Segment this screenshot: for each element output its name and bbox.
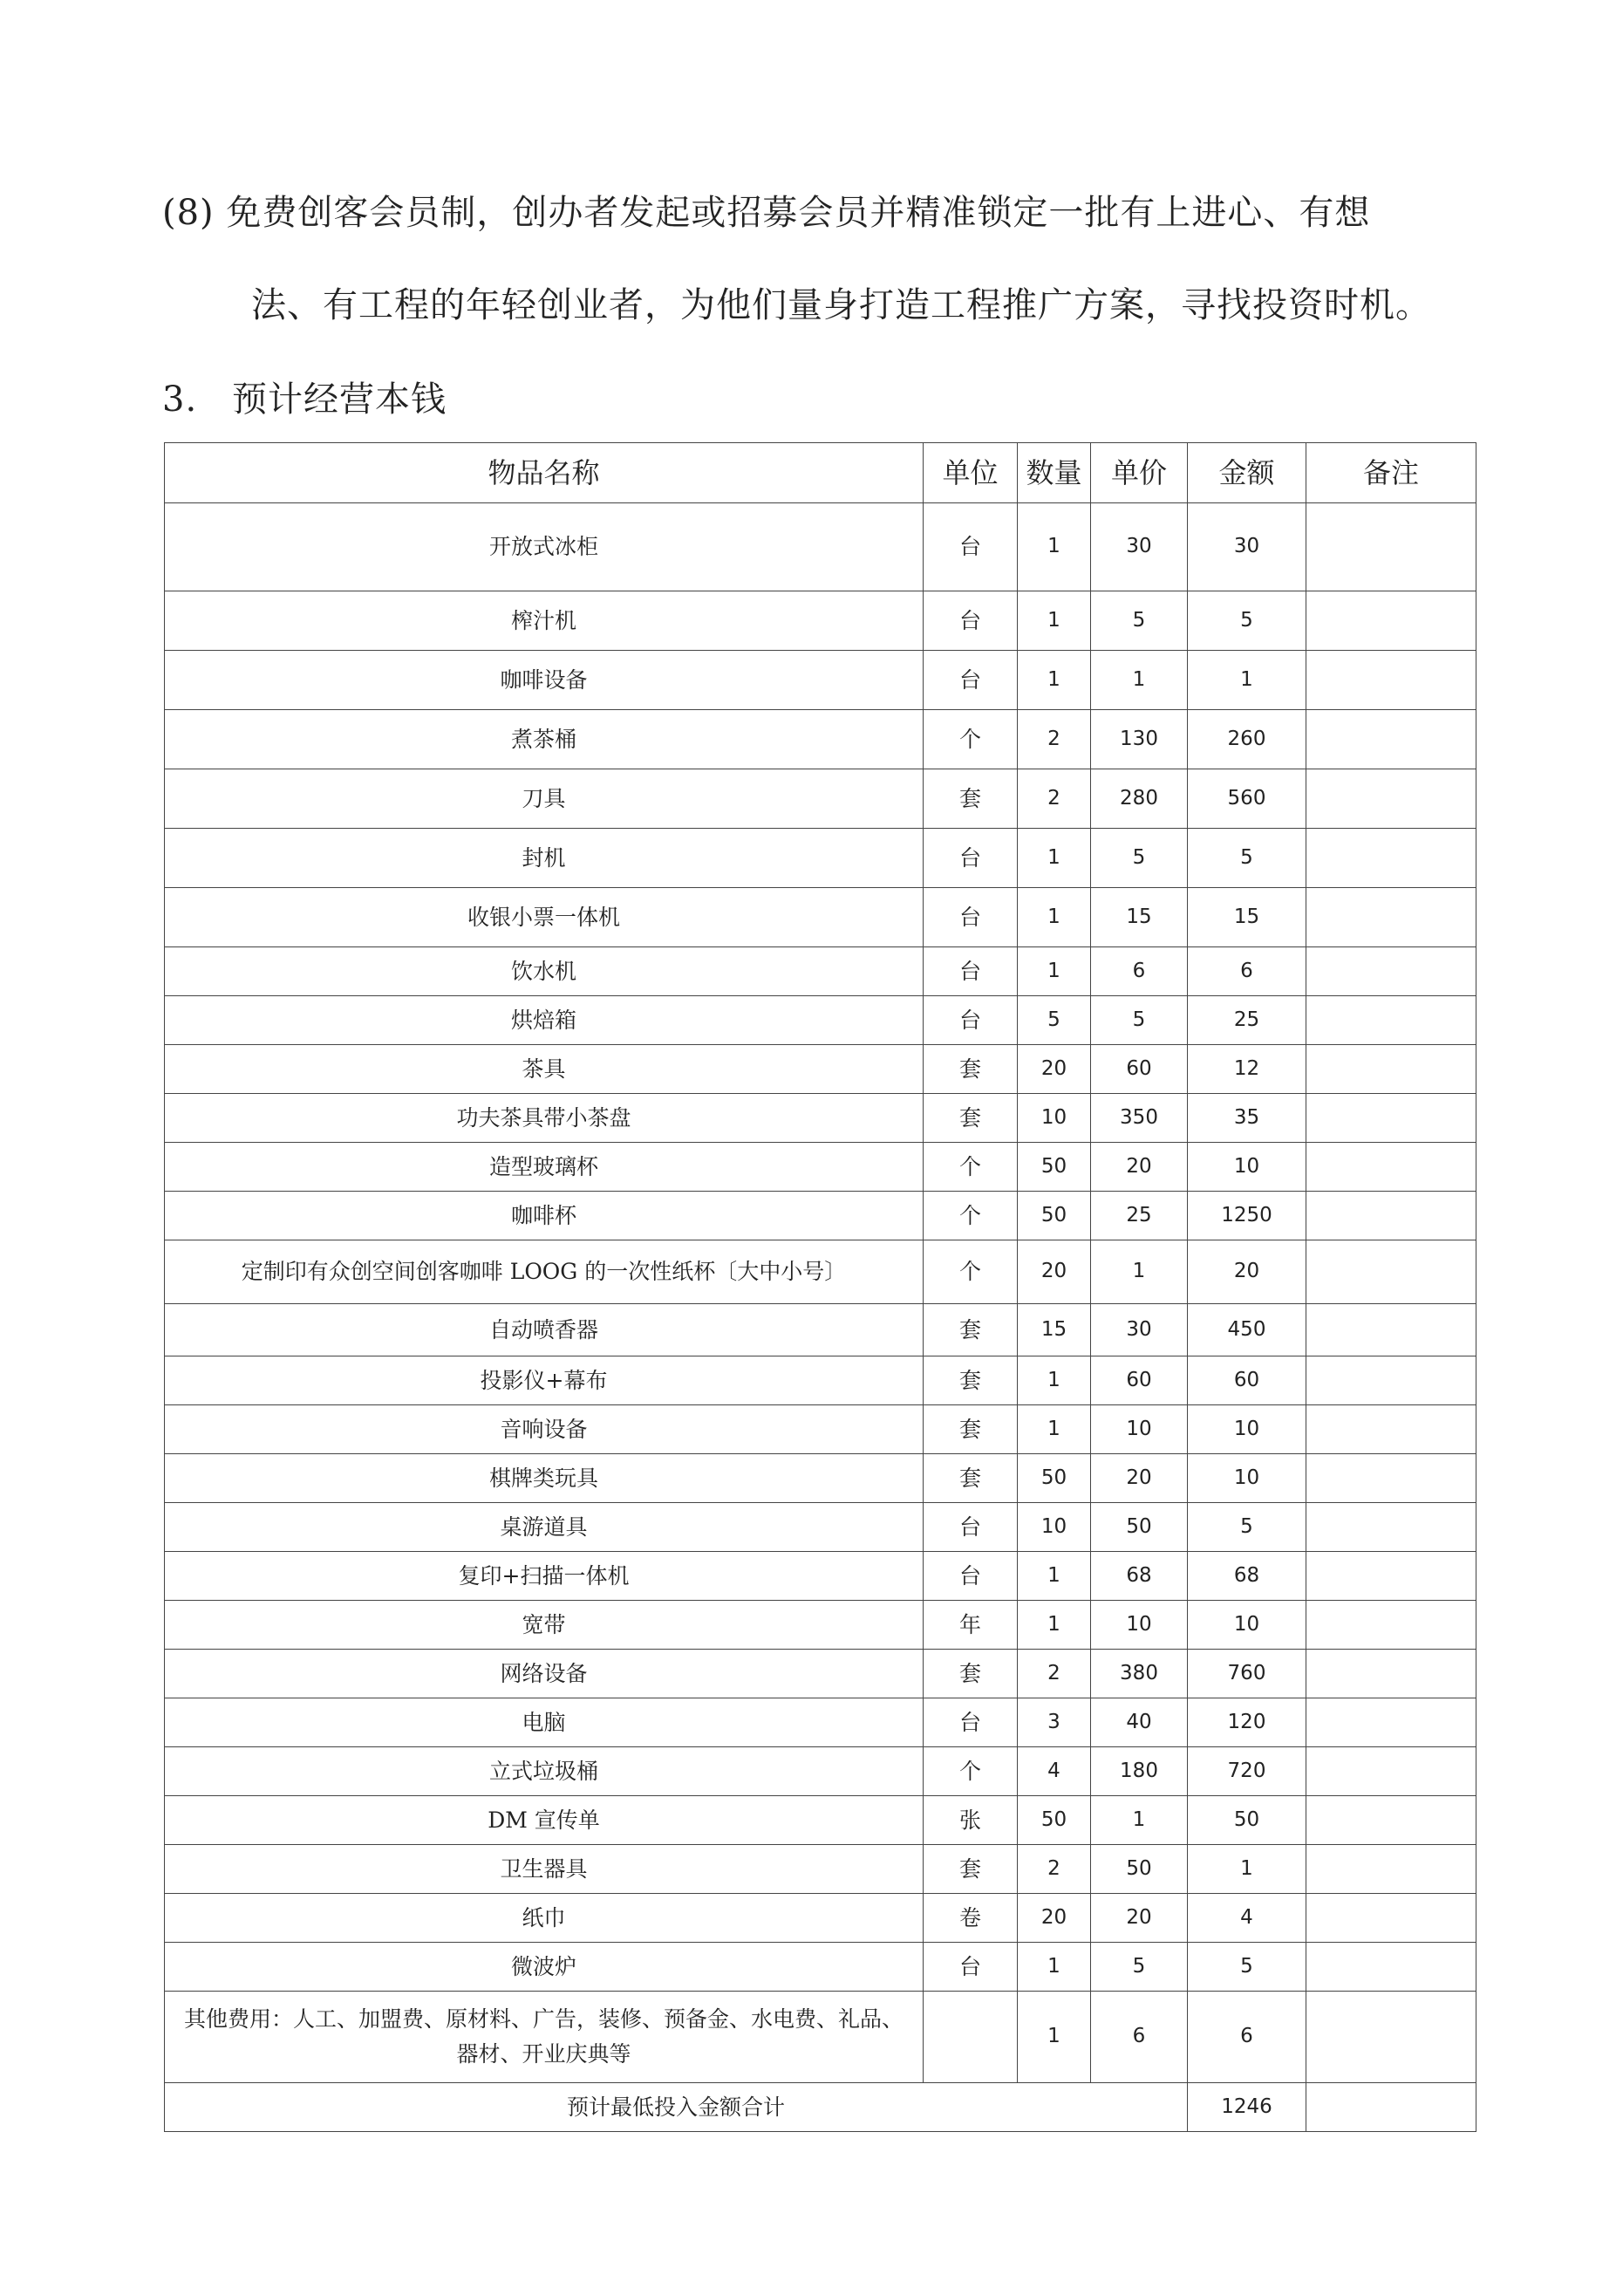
- item-name-cell: 烘焙箱: [165, 996, 924, 1045]
- column-header-amount: 金额: [1188, 443, 1306, 503]
- item-name-cell: 榨汁机: [165, 591, 924, 651]
- item-price-cell: 5: [1091, 591, 1188, 651]
- column-header-quantity: 数量: [1018, 443, 1091, 503]
- item-quantity-cell: 50: [1018, 1796, 1091, 1845]
- table-row: [165, 1045, 1476, 1094]
- item-amount-cell: 450: [1188, 1304, 1306, 1356]
- item-quantity-cell: 2: [1018, 1650, 1091, 1698]
- item-amount-cell: 120: [1188, 1698, 1306, 1747]
- item-quantity-cell: 1: [1018, 888, 1091, 947]
- table-row: [165, 1845, 1476, 1894]
- item-quantity-cell: 1: [1018, 651, 1091, 710]
- item-price-cell: 20: [1091, 1894, 1188, 1943]
- item-unit-cell: 套: [924, 1304, 1018, 1356]
- item-note-cell: [1306, 1045, 1476, 1094]
- item-note-cell: [1306, 1747, 1476, 1796]
- item-unit-cell: 台: [924, 829, 1018, 888]
- item-quantity-cell: 50: [1018, 1454, 1091, 1503]
- item-unit-cell: 年: [924, 1601, 1018, 1650]
- item-note-cell: [1306, 1894, 1476, 1943]
- table-row: [165, 829, 1476, 888]
- column-header-price: 单价: [1091, 443, 1188, 503]
- item-note-cell: [1306, 1601, 1476, 1650]
- item-price-cell: 1: [1091, 651, 1188, 710]
- item-unit-cell: 套: [924, 1454, 1018, 1503]
- item-note-cell: [1306, 769, 1476, 829]
- table-row: [165, 1405, 1476, 1454]
- item-unit-cell: 个: [924, 1192, 1018, 1240]
- item-unit-cell: 个: [924, 1240, 1018, 1304]
- item-note-cell: [1306, 888, 1476, 947]
- section-number: 3.: [162, 379, 198, 420]
- item-quantity-cell: 1: [1018, 1601, 1091, 1650]
- item-unit-cell: 个: [924, 1143, 1018, 1192]
- item-name-cell: 定制印有众创空间创客咖啡 LOOG 的一次性纸杯〔大中小号〕: [165, 1240, 924, 1304]
- item-amount-cell: 1250: [1188, 1192, 1306, 1240]
- table-row: [165, 1356, 1476, 1405]
- item-note-cell: [1306, 591, 1476, 651]
- item-price-cell: 10: [1091, 1601, 1188, 1650]
- item-name-cell: 微波炉: [165, 1943, 924, 1992]
- item-unit-cell: 台: [924, 651, 1018, 710]
- item-quantity-cell: 3: [1018, 1698, 1091, 1747]
- item-quantity-cell: 20: [1018, 1240, 1091, 1304]
- total-label: 预计最低投入金额合计: [165, 2083, 1188, 2132]
- item-unit-cell: 套: [924, 769, 1018, 829]
- item-quantity-cell: 1: [1018, 829, 1091, 888]
- item-quantity-cell: 20: [1018, 1045, 1091, 1094]
- table-row: [165, 1894, 1476, 1943]
- item-price-cell: 1: [1091, 1240, 1188, 1304]
- item-quantity-cell: 10: [1018, 1094, 1091, 1143]
- item-price-cell: 350: [1091, 1094, 1188, 1143]
- item-note-cell: [1306, 1698, 1476, 1747]
- item-price-cell: 60: [1091, 1356, 1188, 1405]
- item-price-cell: 130: [1091, 710, 1188, 769]
- item-note-cell: [1306, 1240, 1476, 1304]
- total-row: [165, 2083, 1476, 2132]
- item-note-cell: [1306, 1650, 1476, 1698]
- item-note-cell: [1306, 1094, 1476, 1143]
- item-unit-cell: 台: [924, 1503, 1018, 1552]
- item-price-cell: 6: [1091, 947, 1188, 996]
- item-unit-cell: 台: [924, 1552, 1018, 1601]
- item-unit-cell: 卷: [924, 1894, 1018, 1943]
- table-row: [165, 888, 1476, 947]
- section-title: 预计经营本钱: [232, 379, 447, 420]
- item-name-cell: 电脑: [165, 1698, 924, 1747]
- table-row: [165, 651, 1476, 710]
- item-amount-cell: 260: [1188, 710, 1306, 769]
- table-row: [165, 1943, 1476, 1992]
- item-quantity-cell: 10: [1018, 1503, 1091, 1552]
- item-note-cell: [1306, 1943, 1476, 1992]
- item-amount-cell: 5: [1188, 591, 1306, 651]
- cost-table: [164, 442, 1476, 2132]
- item-note-cell: [1306, 710, 1476, 769]
- item-quantity-cell: 1: [1018, 947, 1091, 996]
- item-name-cell: 其他费用：人工、加盟费、原材料、广告，装修、预备金、水电费、礼品、器材、开业庆典等: [165, 1992, 924, 2083]
- item-quantity-cell: 50: [1018, 1143, 1091, 1192]
- item-quantity-cell: 4: [1018, 1747, 1091, 1796]
- item-name-cell: 饮水机: [165, 947, 924, 996]
- item-note-cell: [1306, 503, 1476, 591]
- item-price-cell: 5: [1091, 1943, 1188, 1992]
- item-name-cell: 咖啡杯: [165, 1192, 924, 1240]
- item-unit-cell: 台: [924, 996, 1018, 1045]
- item-price-cell: 15: [1091, 888, 1188, 947]
- item-name-cell: 咖啡设备: [165, 651, 924, 710]
- table-row: [165, 1143, 1476, 1192]
- item-name-cell: DM 宣传单: [165, 1796, 924, 1845]
- item-name-cell: 煮茶桶: [165, 710, 924, 769]
- item-price-cell: 1: [1091, 1796, 1188, 1845]
- item-quantity-cell: 1: [1018, 1992, 1091, 2083]
- item-unit-cell: 套: [924, 1094, 1018, 1143]
- total-amount: 1246: [1188, 2083, 1306, 2132]
- item-name-cell: 音响设备: [165, 1405, 924, 1454]
- item-name-cell: 立式垃圾桶: [165, 1747, 924, 1796]
- item-unit-cell: 张: [924, 1796, 1018, 1845]
- item-amount-cell: 1: [1188, 651, 1306, 710]
- item-price-cell: 10: [1091, 1405, 1188, 1454]
- item-unit-cell: 台: [924, 1943, 1018, 1992]
- item-amount-cell: 720: [1188, 1747, 1306, 1796]
- item-note-cell: [1306, 1992, 1476, 2083]
- table-row: [165, 1992, 1476, 2083]
- item-amount-cell: 30: [1188, 503, 1306, 591]
- item-name-cell: 网络设备: [165, 1650, 924, 1698]
- item-note-cell: [1306, 947, 1476, 996]
- table-row: [165, 1698, 1476, 1747]
- table-row: [165, 996, 1476, 1045]
- item-amount-cell: 25: [1188, 996, 1306, 1045]
- total-note: [1306, 2083, 1476, 2132]
- item-price-cell: 50: [1091, 1845, 1188, 1894]
- item-amount-cell: 50: [1188, 1796, 1306, 1845]
- item-note-cell: [1306, 1796, 1476, 1845]
- item-unit-cell: 套: [924, 1405, 1018, 1454]
- item-note-cell: [1306, 1143, 1476, 1192]
- item-quantity-cell: 20: [1018, 1894, 1091, 1943]
- item-amount-cell: 60: [1188, 1356, 1306, 1405]
- item-price-cell: 60: [1091, 1045, 1188, 1094]
- table-row: [165, 1454, 1476, 1503]
- item-name-cell: 茶具: [165, 1045, 924, 1094]
- item-price-cell: 280: [1091, 769, 1188, 829]
- item-quantity-cell: 1: [1018, 1405, 1091, 1454]
- item-amount-cell: 10: [1188, 1601, 1306, 1650]
- item-note-cell: [1306, 1845, 1476, 1894]
- item-unit-cell: 套: [924, 1356, 1018, 1405]
- item-quantity-cell: 2: [1018, 710, 1091, 769]
- paragraph-item-8-line-1: (8) 免费创客会员制，创办者发起或招募会员并精准锁定一批有上进心、有想: [162, 193, 1371, 233]
- item-amount-cell: 10: [1188, 1405, 1306, 1454]
- item-note-cell: [1306, 1454, 1476, 1503]
- item-name-cell: 宽带: [165, 1601, 924, 1650]
- item-amount-cell: 20: [1188, 1240, 1306, 1304]
- item-note-cell: [1306, 1356, 1476, 1405]
- item-price-cell: 5: [1091, 829, 1188, 888]
- item-note-cell: [1306, 1405, 1476, 1454]
- item-amount-cell: 12: [1188, 1045, 1306, 1094]
- item-quantity-cell: 5: [1018, 996, 1091, 1045]
- table-row: [165, 1650, 1476, 1698]
- table-row: [165, 591, 1476, 651]
- item-price-cell: 380: [1091, 1650, 1188, 1698]
- item-name-cell: 造型玻璃杯: [165, 1143, 924, 1192]
- item-unit-cell: 台: [924, 1698, 1018, 1747]
- item-name-cell: 纸巾: [165, 1894, 924, 1943]
- item-amount-cell: 10: [1188, 1454, 1306, 1503]
- item-unit-cell: 台: [924, 503, 1018, 591]
- item-name-cell: 复印+扫描一体机: [165, 1552, 924, 1601]
- item-amount-cell: 68: [1188, 1552, 1306, 1601]
- item-unit-cell: 套: [924, 1650, 1018, 1698]
- item-unit-cell: 台: [924, 947, 1018, 996]
- item-name-cell: 投影仪+幕布: [165, 1356, 924, 1405]
- item-name-cell: 刀具: [165, 769, 924, 829]
- table-row: [165, 710, 1476, 769]
- item-quantity-cell: 2: [1018, 769, 1091, 829]
- item-name-cell: 棋牌类玩具: [165, 1454, 924, 1503]
- item-quantity-cell: 15: [1018, 1304, 1091, 1356]
- item-name-cell: 封机: [165, 829, 924, 888]
- item-unit-cell: [924, 1992, 1018, 2083]
- table-row: [165, 1240, 1476, 1304]
- item-note-cell: [1306, 996, 1476, 1045]
- item-unit-cell: 个: [924, 710, 1018, 769]
- item-note-cell: [1306, 651, 1476, 710]
- item-amount-cell: 15: [1188, 888, 1306, 947]
- item-name-cell: 开放式冰柜: [165, 503, 924, 591]
- item-unit-cell: 个: [924, 1747, 1018, 1796]
- item-quantity-cell: 1: [1018, 503, 1091, 591]
- item-name-cell: 桌游道具: [165, 1503, 924, 1552]
- item-price-cell: 30: [1091, 1304, 1188, 1356]
- table-row: [165, 1094, 1476, 1143]
- table-row: [165, 769, 1476, 829]
- column-header-name: 物品名称: [165, 443, 924, 503]
- column-header-unit: 单位: [924, 443, 1018, 503]
- table-row: [165, 1601, 1476, 1650]
- item-quantity-cell: 50: [1018, 1192, 1091, 1240]
- item-price-cell: 6: [1091, 1992, 1188, 2083]
- item-name-cell: 自动喷香器: [165, 1304, 924, 1356]
- item-unit-cell: 套: [924, 1845, 1018, 1894]
- item-amount-cell: 6: [1188, 947, 1306, 996]
- item-quantity-cell: 1: [1018, 1943, 1091, 1992]
- table-row: [165, 1503, 1476, 1552]
- item-name-cell: 卫生器具: [165, 1845, 924, 1894]
- item-note-cell: [1306, 1552, 1476, 1601]
- table-row: [165, 1796, 1476, 1845]
- item-price-cell: 30: [1091, 503, 1188, 591]
- item-note-cell: [1306, 1503, 1476, 1552]
- column-header-note: 备注: [1306, 443, 1476, 503]
- item-unit-cell: 台: [924, 591, 1018, 651]
- item-amount-cell: 1: [1188, 1845, 1306, 1894]
- item-quantity-cell: 1: [1018, 1356, 1091, 1405]
- item-unit-cell: 台: [924, 888, 1018, 947]
- item-amount-cell: 4: [1188, 1894, 1306, 1943]
- item-price-cell: 68: [1091, 1552, 1188, 1601]
- item-amount-cell: 760: [1188, 1650, 1306, 1698]
- item-name-cell: 收银小票一体机: [165, 888, 924, 947]
- item-price-cell: 20: [1091, 1143, 1188, 1192]
- item-name-cell: 功夫茶具带小茶盘: [165, 1094, 924, 1143]
- item-amount-cell: 35: [1188, 1094, 1306, 1143]
- item-unit-cell: 套: [924, 1045, 1018, 1094]
- item-price-cell: 50: [1091, 1503, 1188, 1552]
- item-amount-cell: 5: [1188, 1943, 1306, 1992]
- item-price-cell: 20: [1091, 1454, 1188, 1503]
- item-amount-cell: 560: [1188, 769, 1306, 829]
- item-amount-cell: 6: [1188, 1992, 1306, 2083]
- section-heading: [162, 372, 447, 421]
- item-quantity-cell: 2: [1018, 1845, 1091, 1894]
- table-row: [165, 1552, 1476, 1601]
- item-quantity-cell: 1: [1018, 591, 1091, 651]
- item-price-cell: 25: [1091, 1192, 1188, 1240]
- item-amount-cell: 5: [1188, 1503, 1306, 1552]
- item-price-cell: 180: [1091, 1747, 1188, 1796]
- item-amount-cell: 5: [1188, 829, 1306, 888]
- table-row: [165, 947, 1476, 996]
- item-quantity-cell: 1: [1018, 1552, 1091, 1601]
- table-row: [165, 1747, 1476, 1796]
- table-header-row: [165, 443, 1476, 503]
- item-price-cell: 5: [1091, 996, 1188, 1045]
- item-note-cell: [1306, 1192, 1476, 1240]
- item-price-cell: 40: [1091, 1698, 1188, 1747]
- table-row: [165, 503, 1476, 591]
- item-amount-cell: 10: [1188, 1143, 1306, 1192]
- item-note-cell: [1306, 1304, 1476, 1356]
- table-row: [165, 1192, 1476, 1240]
- table-row: [165, 1304, 1476, 1356]
- paragraph-item-8-line-2: 法、有工程的年轻创业者，为他们量身打造工程推广方案，寻找投资时机。: [251, 285, 1431, 325]
- item-note-cell: [1306, 829, 1476, 888]
